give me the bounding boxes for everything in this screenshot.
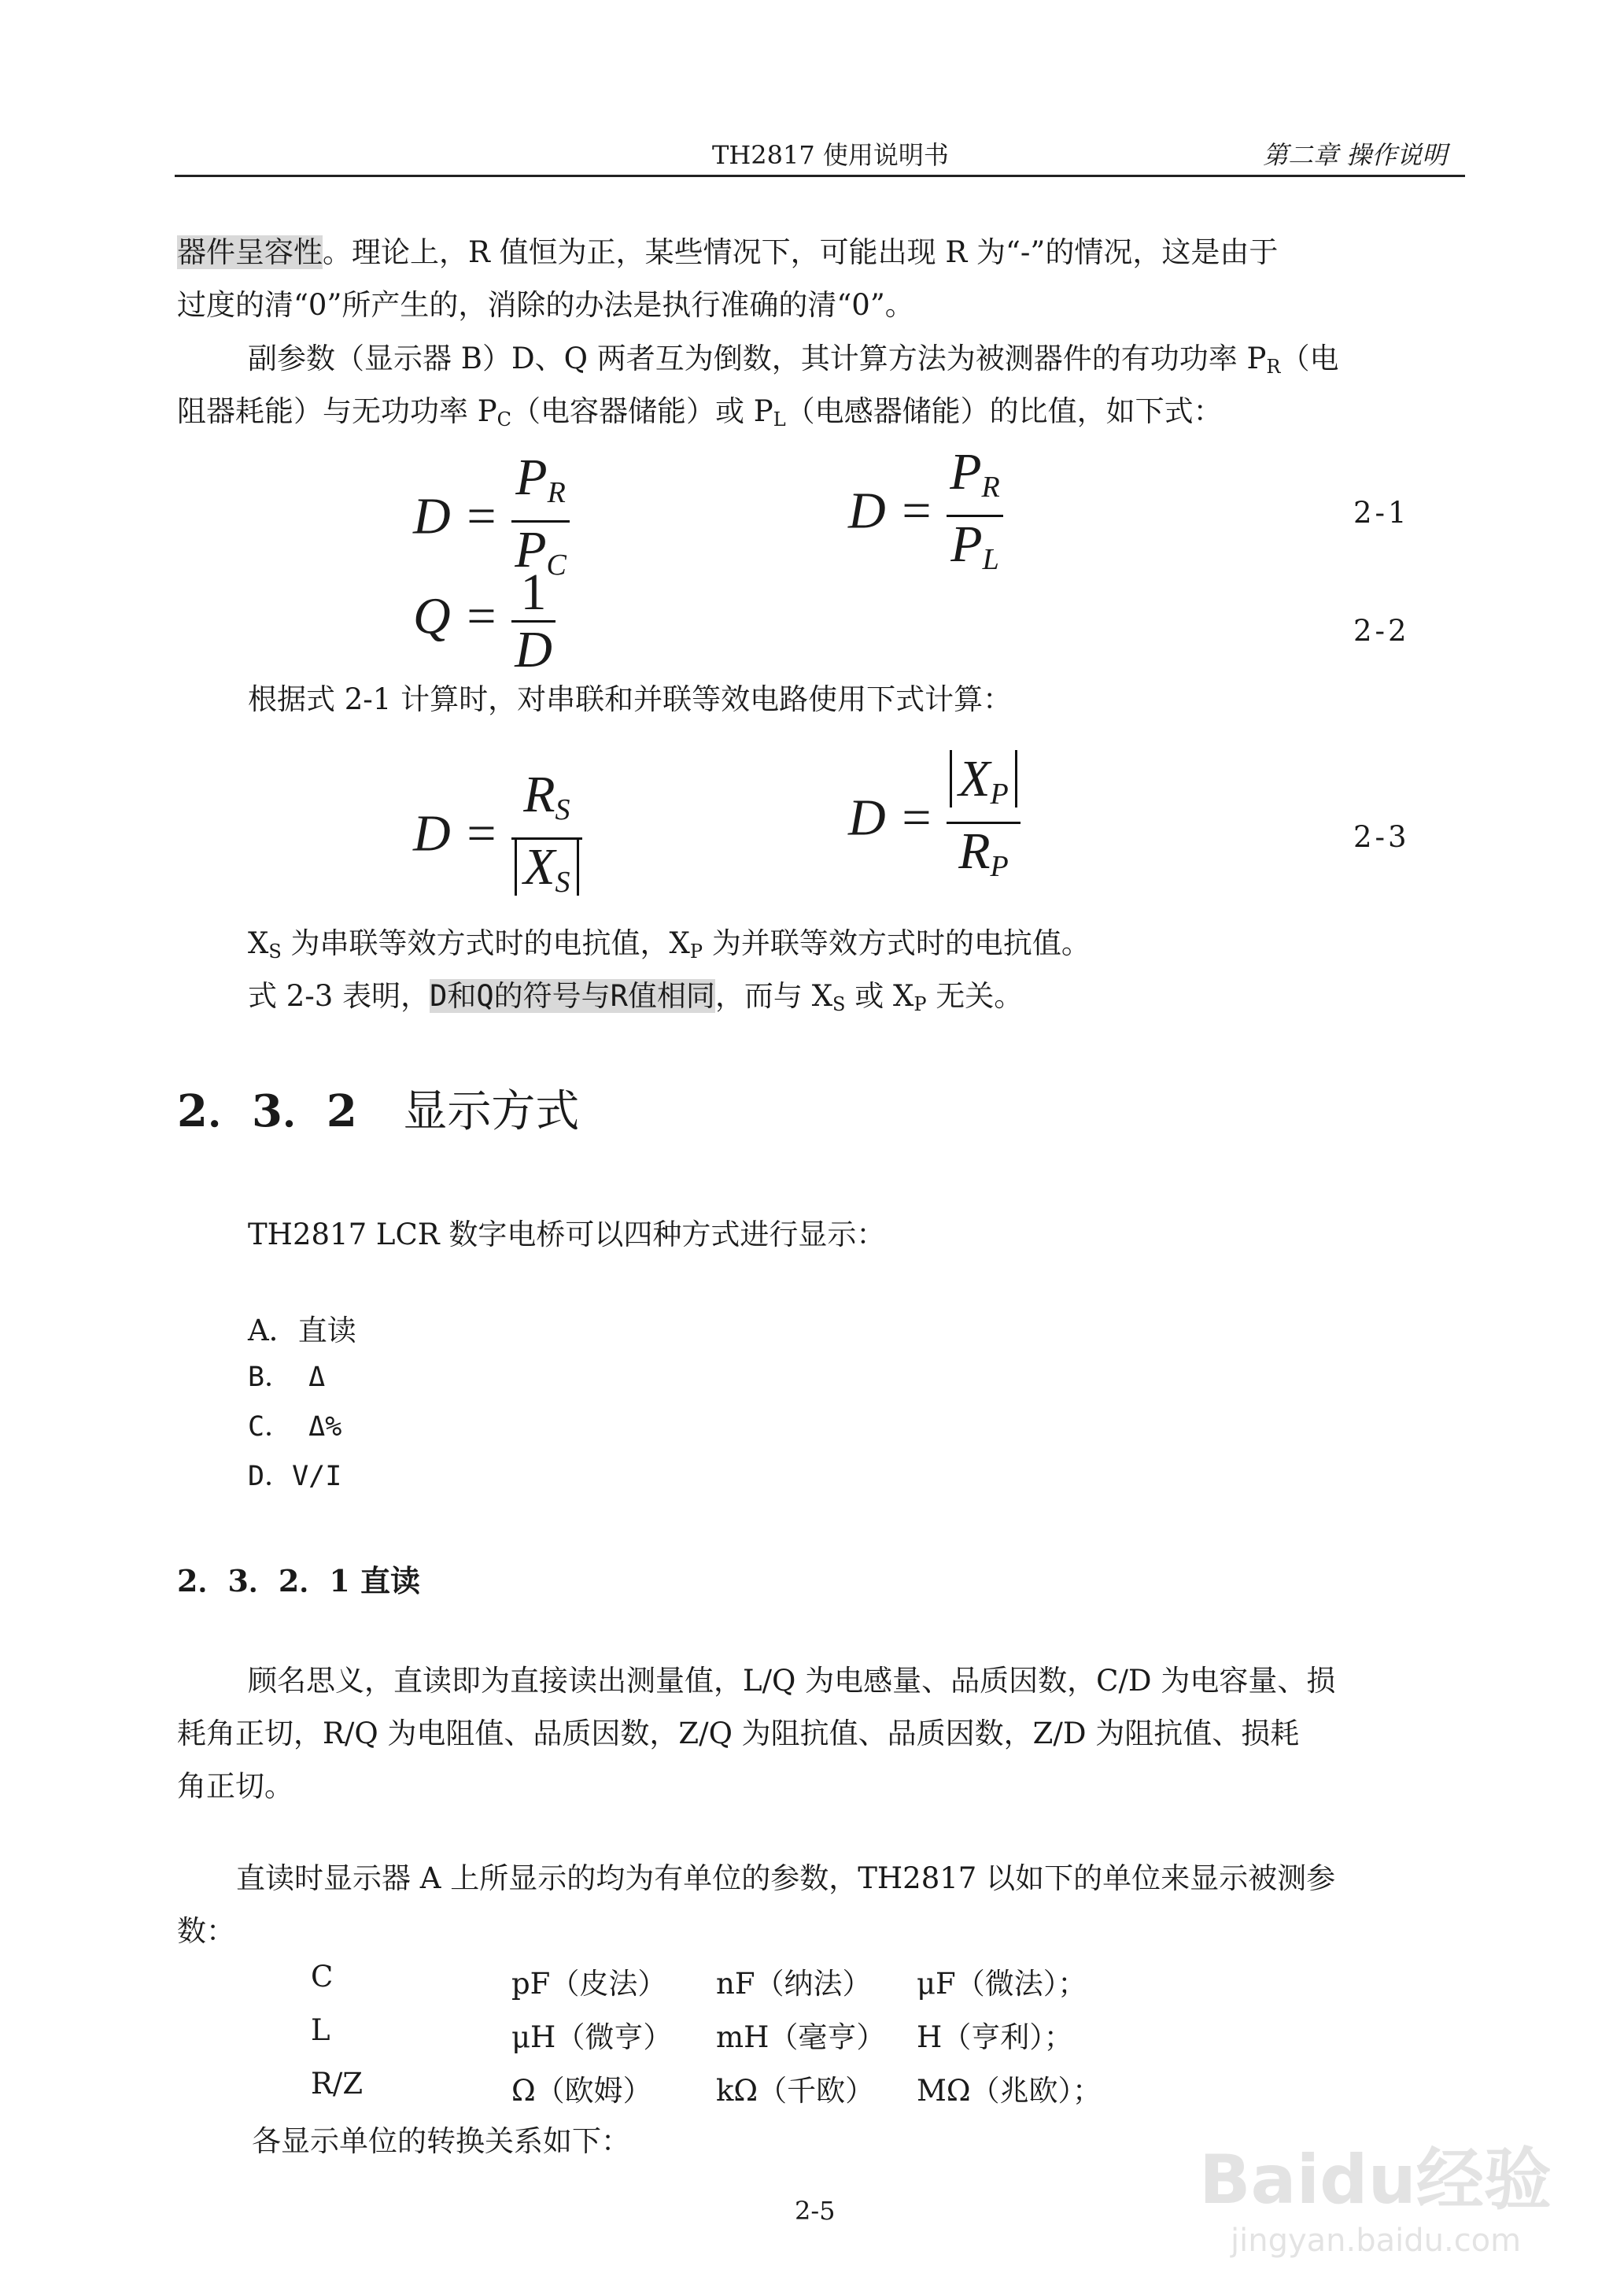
formula-d-xp-rp: D = $\frac{XP}{RP}$ [848,752,1021,894]
list-item-a: A．直读 [248,1314,356,1347]
conversion-line: 各显示单位的转换关系如下： [252,2124,630,2158]
page-number: 2-5 [795,2196,836,2226]
intro-line-2: 过度的清“0”所产生的，消除的办法是执行准确的清“0”。 [177,288,914,322]
xs-xp-line: $X_S$ 为串联等效方式时的电抗值，$X_P$ 为并联等效方式时的电抗值。 [248,926,1091,963]
calc-line: 根据式 2-1 计算时，对串联和并联等效电路使用下式计算： [248,682,1013,716]
header-chapter: 第二章 操作说明 [1263,140,1448,170]
formula-d-pr-pl: D = $\frac{PR}{PL}$ [848,445,1003,587]
direct-para2-line1: 直读时显示器 A 上所显示的均为有单位的参数，TH2817 以如下的单位来显示被测参 [236,1861,1336,1895]
list-item-b: B． Δ [248,1362,326,1393]
equation-number-2-3: 2-3 [1353,820,1410,854]
direct-para2-line2: 数： [177,1914,235,1948]
intro-para2-line2: 阻器耗能）与无功功率 $P_C$（电容器储能）或 $P_L$（电感器储能）的比值，如下式： [177,394,1223,431]
direct-para1-line2: 耗角正切，R/Q 为电阻值、品质因数，Z/Q 为阻抗值、品质因数，Z/D 为阻抗值、损耗 [177,1717,1300,1750]
subsection-heading: 2．3．2．1 直读 [177,1563,420,1598]
formula-d-pr-pc: D = $\frac{PR}{PC}$ [413,450,570,593]
formula-q-1-d: Q = $\frac{1}{D}$ [413,565,555,678]
intro-para2-line1: 副参数（显示器 B）D、Q 两者互为倒数，其计算方法为被测器件的有功功率 $P_R$（电 [248,342,1339,378]
highlight-sign-note: D和Q的符号与R值相同 [430,979,715,1013]
list-item-c: C． Δ% [248,1411,342,1443]
section-heading: 2．3．2 显示方式 [177,1085,580,1137]
eq23-line: 式 2-3 表明，D和Q的符号与R值相同，而与 $X_S$ 或 $X_P$ 无关。 [248,979,1024,1015]
watermark-url: jingyan.baidu.com [1231,2223,1522,2259]
watermark-logo: Baidu经验 [1199,2141,1552,2219]
section-intro: TH2817 LCR 数字电桥可以四种方式进行显示： [248,1218,886,1251]
direct-para1-line1: 顾名思义，直读即为直接读出测量值，L/Q 为电感量、品质因数，C/D 为电容量、损 [248,1664,1336,1698]
highlight-capacitive: 器件呈容性 [177,235,323,269]
equation-number-2-2: 2-2 [1353,614,1410,648]
intro-line-1: 器件呈容性。理论上，R 值恒为正，某些情况下，可能出现 R 为“-”的情况，这是由于 [177,235,1279,269]
equation-number-2-1: 2-1 [1353,496,1410,530]
list-item-d: D．V/I [248,1461,342,1492]
baidu-watermark [1199,2125,1593,2282]
formula-d-rs-xs: D = $\frac{RS}{XS}$ [413,767,582,910]
header-rule [175,175,1465,177]
direct-para1-line3: 角正切。 [177,1769,293,1803]
header-title: TH2817 使用说明书 [712,140,949,170]
